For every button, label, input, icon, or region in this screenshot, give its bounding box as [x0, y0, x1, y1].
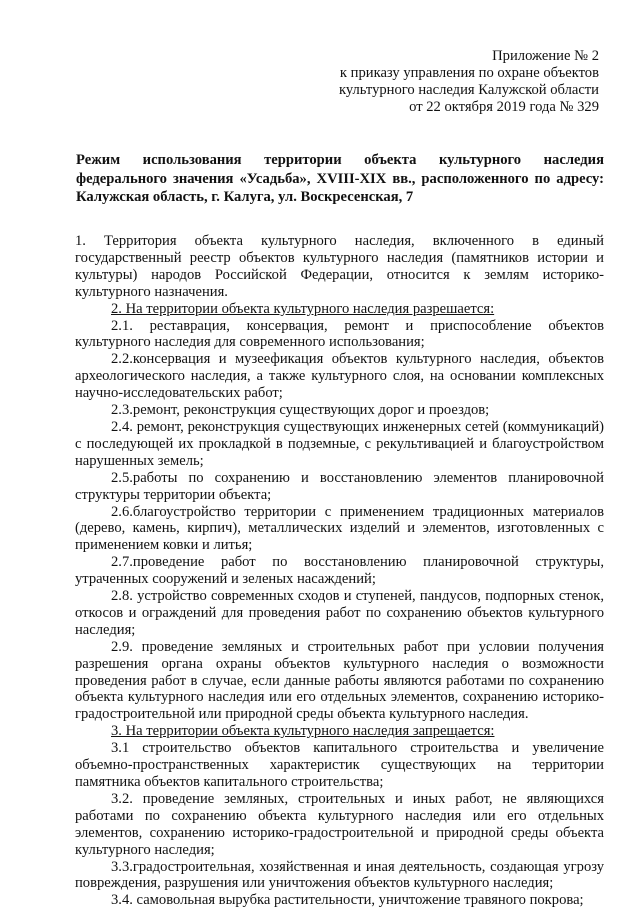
paragraph-text: 2.7.проведение работ по восстановлению планировочной структуры, утраченных сооружений и зеленых насаждений;: [75, 554, 604, 588]
paragraph: [75, 402, 604, 419]
paragraph: [75, 892, 604, 909]
paragraph-text: 2.8. устройство современных сходов и ступеней, пандусов, подпорных стенок, откосов и ограждений для проведения работ по сохранению объектов культурного наследия;: [75, 588, 604, 638]
paragraph: [75, 351, 604, 402]
paragraph: [75, 318, 604, 352]
section-heading: 2. На территории объекта культурного наследия разрешается:: [111, 300, 495, 317]
section-heading: 3. На территории объекта культурного наследия запрещается:: [111, 723, 495, 740]
paragraph-text: 2.6.благоустройство территории с применением традиционных материалов (дерево, камень, кирпич), металлических изделий и элементов, изготовленных с применением ковки и литья;: [75, 503, 604, 554]
paragraph: [75, 740, 604, 791]
paragraph: [75, 470, 604, 504]
paragraph-text: 3.3.градостроительная, хозяйственная и иная деятельность, создающая угрозу повреждения, разрушения или уничтожения объектов культурного наследия;: [75, 858, 604, 892]
paragraph: [75, 859, 604, 893]
paragraph-text: 1. Территория объекта культурного наследия, включенного в единый государственный реестр объектов культурного наследия (памятников истории и культуры) народов Российской Федерации, относится к землям историко-культурного назначения.: [75, 233, 604, 300]
annex-number: Приложение № 2: [492, 48, 599, 64]
annex-authority: культурного наследия Калужской области: [338, 82, 599, 98]
paragraph: [75, 791, 604, 859]
paragraph: [75, 301, 604, 318]
annex-order-ref: к приказу управления по охране объектов: [339, 65, 599, 81]
paragraph-text: 3.4. самовольная вырубка растительности, уничтожение травяного покрова;: [111, 892, 584, 909]
paragraph: [75, 588, 604, 639]
paragraph-text: 2.3.ремонт, реконструкция существующих дорог и проездов;: [111, 402, 490, 419]
annex-header: [299, 48, 599, 116]
paragraph: [75, 233, 604, 301]
annex-date: от 22 октября 2019 года № 329: [409, 99, 599, 115]
paragraph: [75, 554, 604, 588]
paragraph-text: 2.5.работы по сохранению и восстановлению элементов планировочной структуры территории объекта;: [75, 469, 604, 503]
paragraph-text: 2.9. проведение земляных и строительных работ при условии получения разрешения органа охраны объектов культурного наследия о возможности проведения работ в случае, если данные работы являются работами по сохранению объекта культурного наследия или его отдельных элементов, сохранению историко-градостроительной или природной среды объекта культурного наследия.: [75, 638, 604, 723]
paragraph-text: 3.2. проведение земляных, строительных и иных работ, не являющихся работами по сохранению объекта культурного наследия или его отдельных элементов, сохранению историко-градостроительной и природной среды объекта культурного наследия;: [75, 790, 604, 858]
paragraph-text: 2.2.консервация и музеефикация объектов культурного наследия, объектов археологического наследия, а также культурного слоя, на основании комплексных научно-исследовательских работ;: [75, 351, 604, 402]
paragraph: [75, 723, 604, 740]
document-title: Режим использования территории объекта культурного наследия федерального значения «Усадьба», XVIII-XIX вв., расположенного по адресу: Калужская область, г. Калуга, ул. Воскресенская, 7: [76, 152, 604, 205]
paragraph: [75, 504, 604, 555]
paragraph: [75, 419, 604, 470]
paragraph-text: 2.4. ремонт, реконструкция существующих инженерных сетей (коммуникаций) с последующей их прокладкой в подземные, с рекультивацией и благоустройством нарушенных земель;: [75, 418, 604, 469]
paragraph: [75, 639, 604, 724]
document-body: [75, 233, 604, 909]
paragraph-text: 3.1 строительство объектов капитального строительства и увеличение объемно-пространственных характеристик существующих на территории памятника объектов капитального строительства;: [75, 740, 604, 790]
paragraph-text: 2.1. реставрация, консервация, ремонт и приспособление объектов культурного наследия для современного использования;: [75, 317, 604, 351]
